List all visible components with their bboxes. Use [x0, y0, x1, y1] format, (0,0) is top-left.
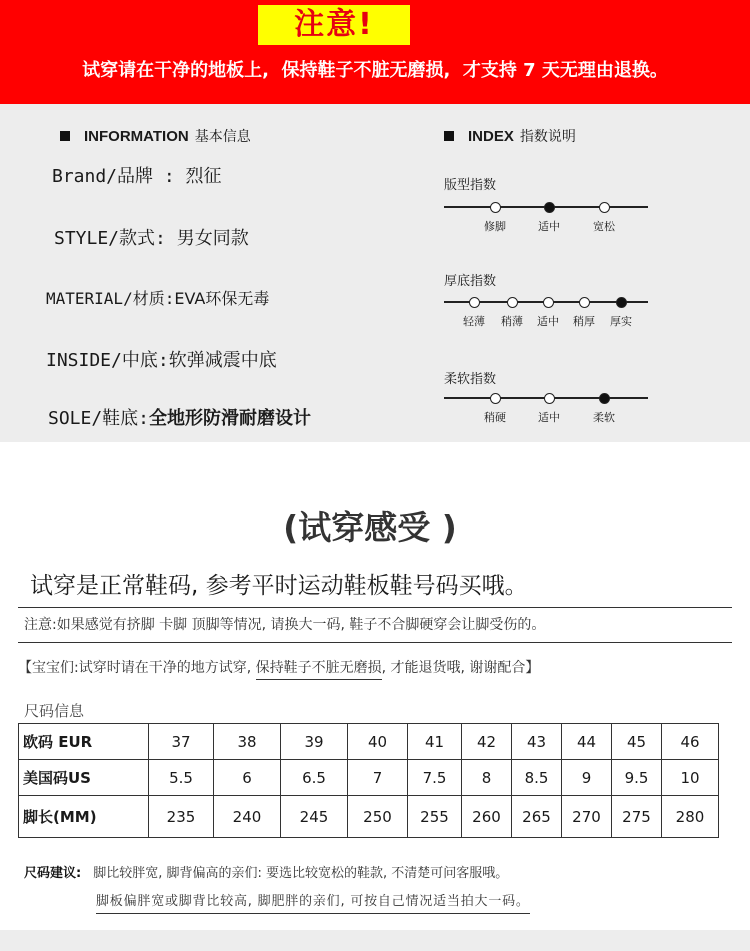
table-cell: 41	[408, 724, 462, 760]
table-cell: 43	[512, 724, 562, 760]
table-cell: 8.5	[512, 760, 562, 796]
table-cell: 37	[149, 724, 214, 760]
square-bullet-icon	[60, 131, 70, 141]
table-cell: 38	[214, 724, 281, 760]
table-cell: 9.5	[612, 760, 662, 796]
table-cell: 265	[512, 796, 562, 838]
scale-dot-label: 适中	[538, 411, 560, 424]
scale-dot-label: 柔软	[593, 411, 615, 424]
notice-text: 试穿请在干净的地板上, 保持鞋子不脏无磨损, 才支持 7 天无理由退换。	[82, 60, 668, 81]
table-row	[19, 760, 719, 796]
tryon-note: 注意:如果感觉有挤脚 卡脚 顶脚等情况, 请换大一码, 鞋子不合脚硬穿会让脚受伤的。	[18, 607, 732, 643]
scale-dot-label: 稍薄	[501, 315, 523, 328]
information-header: INFORMATION 基本信息	[60, 126, 251, 146]
table-cell: 42	[462, 724, 512, 760]
table-cell: 40	[348, 724, 408, 760]
tryon-title: (试穿感受 )	[283, 508, 457, 547]
notice-banner	[0, 0, 750, 104]
square-bullet-icon	[444, 131, 454, 141]
size-table	[18, 723, 719, 838]
scale-dot-label: 稍厚	[573, 315, 595, 328]
info-row-material: MATERIAL/材质:EVA环保无毒	[46, 289, 270, 308]
bottom-strip	[0, 930, 750, 951]
size-advice-line1: 尺码建议: 脚比较胖宽, 脚背偏高的亲们: 要选比较宽松的鞋款, 不清楚可问客服哦。	[24, 866, 509, 881]
scale-dot-label: 适中	[537, 315, 559, 328]
table-cell: 45	[612, 724, 662, 760]
table-cell: 245	[281, 796, 348, 838]
notice-title: 注意!	[258, 5, 410, 45]
table-cell: 39	[281, 724, 348, 760]
info-row-sole: SOLE/鞋底:全地形防滑耐磨设计	[48, 408, 312, 429]
table-cell: 5.5	[149, 760, 214, 796]
table-cell: 260	[462, 796, 512, 838]
table-row	[19, 796, 719, 838]
table-row-header: 脚长(MM)	[19, 796, 149, 838]
scale-dot-label: 宽松	[593, 220, 615, 233]
tryon-return-note: 【宝宝们:试穿时请在干净的地方试穿, 保持鞋子不脏无磨损, 才能退货哦, 谢谢配合】	[18, 657, 732, 677]
table-cell: 10	[662, 760, 719, 796]
scale-dot	[599, 202, 610, 213]
scale-dot	[544, 202, 555, 213]
scale-dot	[616, 297, 627, 308]
table-cell: 235	[149, 796, 214, 838]
table-cell: 240	[214, 796, 281, 838]
table-cell: 7	[348, 760, 408, 796]
info-row-brand: Brand/品牌 : 烈征	[52, 166, 222, 187]
tryon-main-text: 试穿是正常鞋码, 参考平时运动鞋板鞋号码买哦。	[30, 573, 528, 599]
scale-dot	[543, 297, 554, 308]
table-cell: 6	[214, 760, 281, 796]
scale-dot	[507, 297, 518, 308]
table-row-header: 美国码US	[19, 760, 149, 796]
scale-soft-title: 柔软指数	[444, 372, 497, 387]
scale-dot	[599, 393, 610, 404]
table-cell: 280	[662, 796, 719, 838]
table-cell: 6.5	[281, 760, 348, 796]
table-cell: 46	[662, 724, 719, 760]
scale-dot-label: 厚实	[610, 315, 632, 328]
scale-fit-title: 版型指数	[444, 178, 497, 193]
scale-dot-label: 修脚	[484, 220, 506, 233]
scale-sole-title: 厚底指数	[444, 274, 497, 289]
info-row-style: STYLE/款式: 男女同款	[54, 228, 249, 249]
table-cell: 255	[408, 796, 462, 838]
table-cell: 8	[462, 760, 512, 796]
table-row	[19, 724, 719, 760]
scale-dot	[544, 393, 555, 404]
info-row-inside: INSIDE/中底:软弹减震中底	[46, 350, 277, 371]
size-advice-line2: 脚板偏胖宽或脚背比较高, 脚肥胖的亲们, 可按自己情况适当拍大一码。	[96, 890, 530, 914]
scale-dot	[490, 393, 501, 404]
table-cell: 275	[612, 796, 662, 838]
info-panel	[0, 104, 750, 442]
table-row-header: 欧码 EUR	[19, 724, 149, 760]
scale-dot	[469, 297, 480, 308]
table-cell: 250	[348, 796, 408, 838]
scale-dot	[490, 202, 501, 213]
table-cell: 9	[562, 760, 612, 796]
scale-dot-label: 适中	[538, 220, 560, 233]
table-cell: 270	[562, 796, 612, 838]
index-header: INDEX 指数说明	[444, 126, 576, 146]
scale-dot-label: 稍硬	[484, 411, 506, 424]
table-cell: 7.5	[408, 760, 462, 796]
table-cell: 44	[562, 724, 612, 760]
scale-dot	[579, 297, 590, 308]
scale-dot-label: 轻薄	[463, 315, 485, 328]
size-info-label: 尺码信息	[24, 702, 85, 720]
